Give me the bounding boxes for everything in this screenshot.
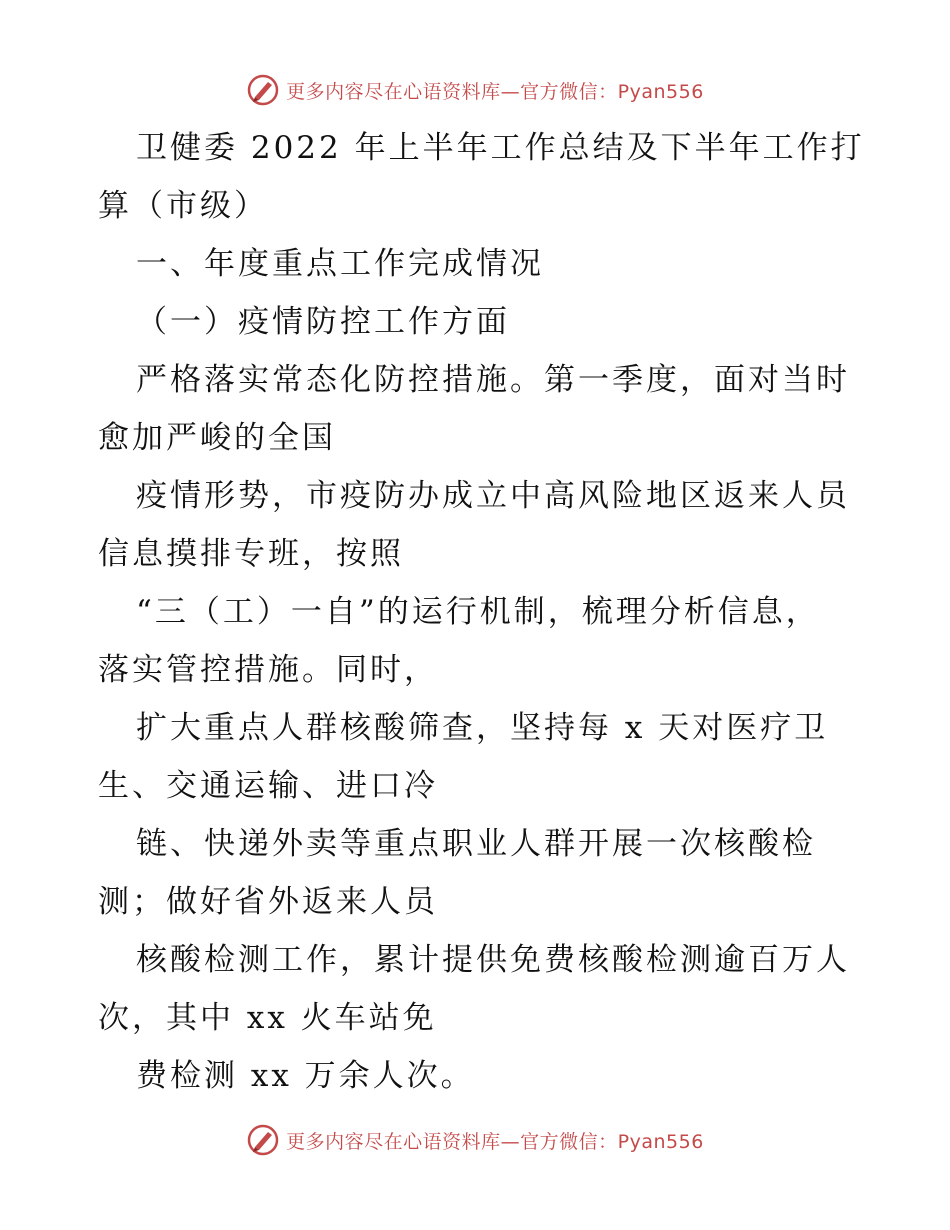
body-line: 严格落实常态化防控措施。第一季度，面对当时 bbox=[136, 362, 850, 398]
footer-banner bbox=[0, 1120, 950, 1160]
body-line: 生、交通运输、进口冷 bbox=[98, 768, 438, 804]
body-line: 测；做好省外返来人员 bbox=[98, 884, 438, 920]
banner-text: 更多内容尽在心语资料库—官方微信：Pyan556 bbox=[286, 80, 704, 103]
banner-text: 更多内容尽在心语资料库—官方微信：Pyan556 bbox=[286, 1130, 704, 1153]
body-line: 信息摸排专班，按照 bbox=[98, 536, 404, 572]
body-line: 疫情形势，市疫防办成立中高风险地区返来人员 bbox=[136, 478, 850, 514]
body-line: 费检测 xx 万余人次。 bbox=[136, 1058, 475, 1094]
body-line: 愈加严峻的全国 bbox=[98, 420, 336, 456]
pen-logo-icon bbox=[246, 1123, 280, 1157]
body-line: 链、快递外卖等重点职业人群开展一次核酸检 bbox=[136, 826, 816, 862]
subsection-heading: （一）疫情防控工作方面 bbox=[136, 304, 510, 340]
header-banner bbox=[0, 70, 950, 110]
body-line: 核酸检测工作，累计提供免费核酸检测逾百万人 bbox=[136, 942, 850, 978]
body-line: 落实管控措施。同时， bbox=[98, 652, 438, 688]
body-line: “三（工）一自”的运行机制，梳理分析信息， bbox=[136, 594, 820, 630]
pen-logo-icon bbox=[246, 73, 280, 107]
document-title-line-2: 算（市级） bbox=[98, 188, 268, 224]
body-line: 扩大重点人群核酸筛查，坚持每 x 天对医疗卫 bbox=[136, 710, 829, 746]
body-line: 次，其中 xx 火车站免 bbox=[98, 1000, 437, 1036]
section-heading: 一、年度重点工作完成情况 bbox=[136, 246, 544, 282]
document-title-line-1: 卫健委 2022 年上半年工作总结及下半年工作打 bbox=[136, 130, 865, 166]
